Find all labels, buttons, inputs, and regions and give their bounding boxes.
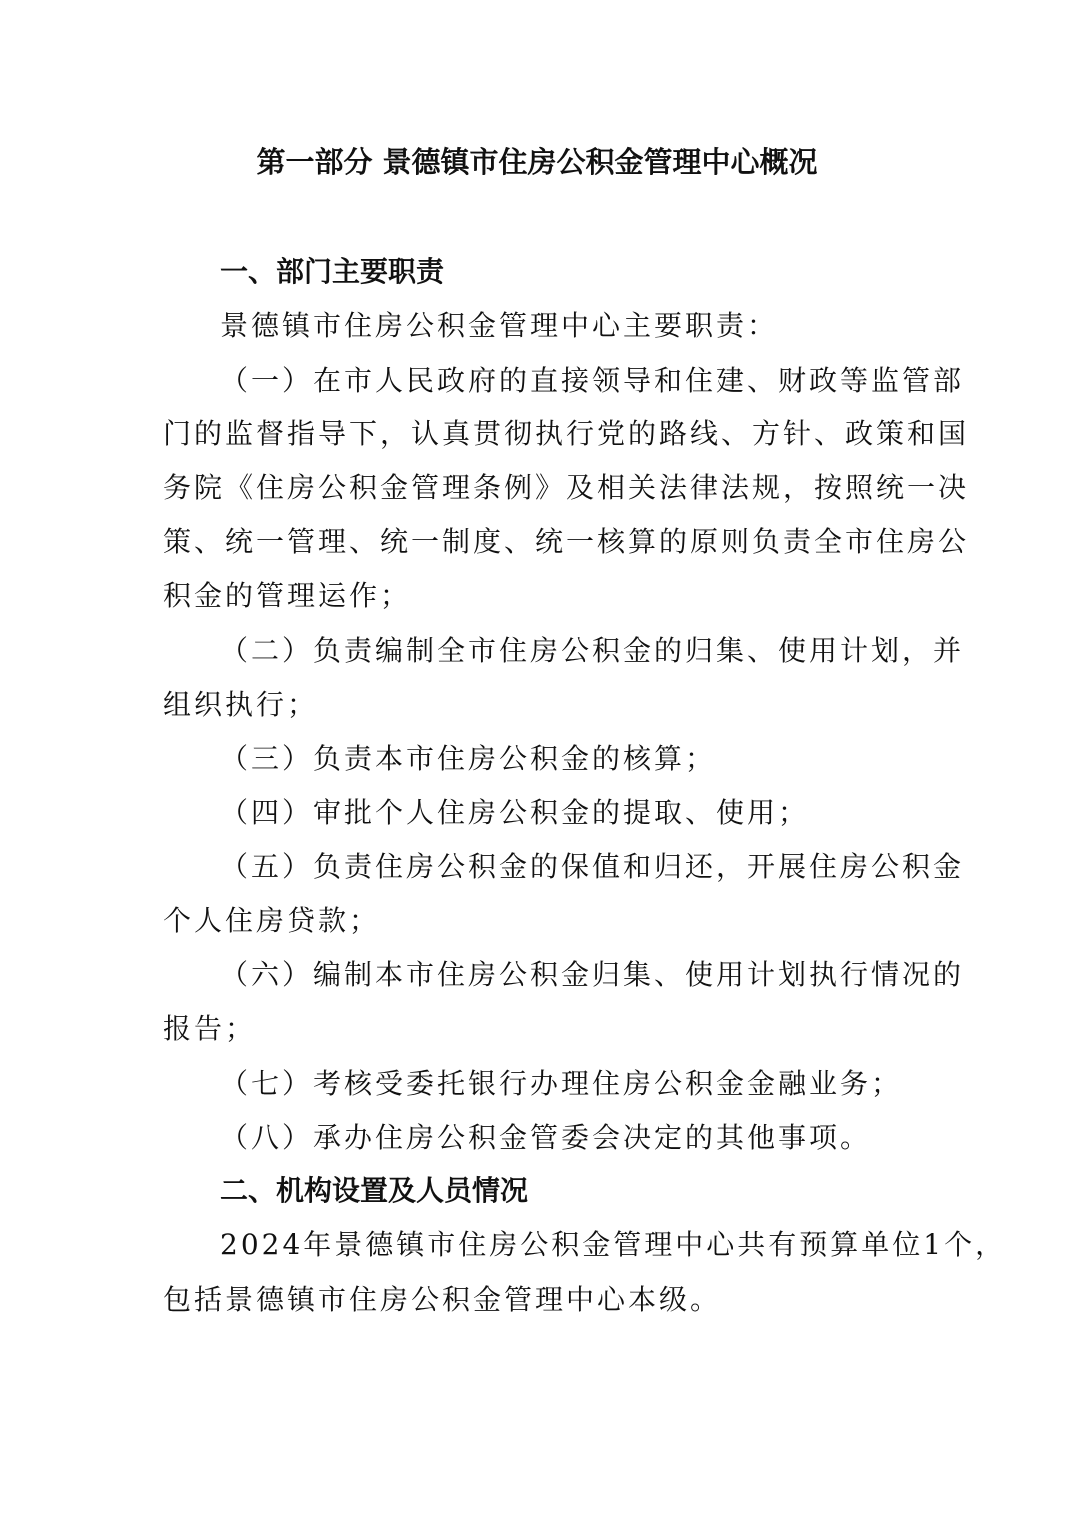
duty-item-6-line-2: 报告； (163, 1012, 257, 1045)
section-heading-organization: 二、机构设置及人员情况 (220, 1174, 529, 1207)
duty-item-2-line-2: 组织执行； (163, 688, 319, 721)
duty-item-4: （四）审批个人住房公积金的提取、使用； (220, 796, 810, 829)
organization-para-line-2: 包括景德镇市住房公积金管理中心本级。 (163, 1283, 722, 1316)
duty-item-1-line-5: 积金的管理运作； (163, 579, 412, 612)
duty-item-3: （三）负责本市住房公积金的核算； (220, 742, 717, 775)
duty-item-1-line-3: 务院《住房公积金管理条例》及相关法律法规，按照统一决 (163, 471, 970, 504)
duty-item-5-line-2: 个人住房贷款； (163, 904, 381, 937)
organization-para-line-1: 2024年景德镇市住房公积金管理中心共有预算单位1个， (220, 1228, 1007, 1261)
duties-intro: 景德镇市住房公积金管理中心主要职责： (220, 309, 779, 342)
duty-item-2-line-1: （二）负责编制全市住房公积金的归集、使用计划，并 (220, 634, 965, 667)
section-heading-duties: 一、部门主要职责 (220, 255, 445, 288)
duty-item-1-line-2: 门的监督指导下，认真贯彻执行党的路线、方针、政策和国 (163, 417, 970, 450)
duty-item-1-line-1: （一）在市人民政府的直接领导和住建、财政等监管部 (220, 364, 965, 397)
duty-item-7: （七）考核受委托银行办理住房公积金金融业务； (220, 1067, 903, 1100)
duty-item-8: （八）承办住房公积金管委会决定的其他事项。 (220, 1121, 872, 1154)
duty-item-6-line-1: （六）编制本市住房公积金归集、使用计划执行情况的 (220, 958, 965, 991)
duty-item-1-line-4: 策、统一管理、统一制度、统一核算的原则负责全市住房公 (163, 525, 970, 558)
duty-item-5-line-1: （五）负责住房公积金的保值和归还，开展住房公积金 (220, 850, 965, 883)
page-title: 第一部分 景德镇市住房公积金管理中心概况 (256, 145, 818, 179)
